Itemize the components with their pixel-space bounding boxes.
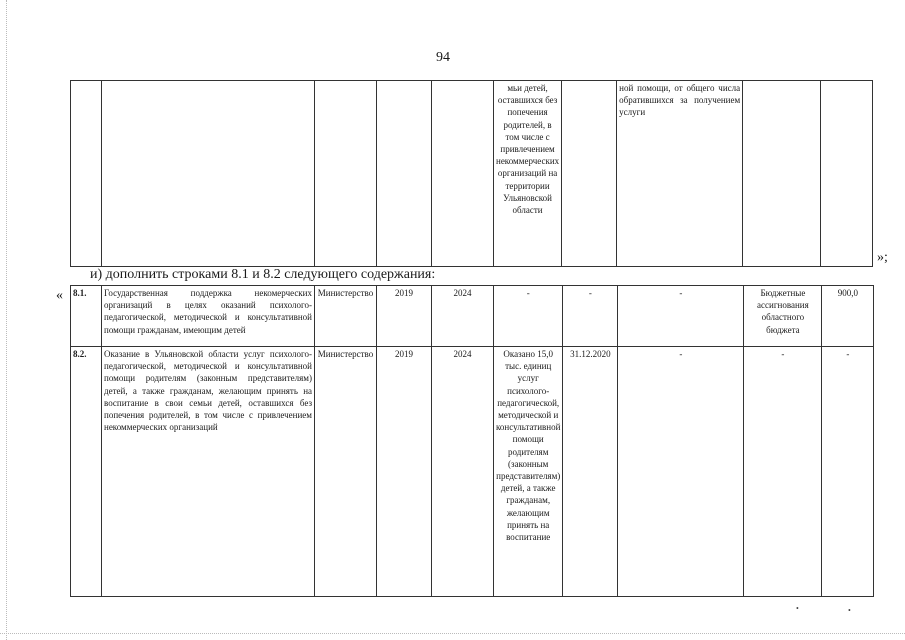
- page-number: 94: [436, 50, 450, 65]
- row-8-2-col8: -: [618, 347, 744, 597]
- row-8-2-source: -: [744, 347, 822, 597]
- row-8-2-num: 8.2.: [71, 347, 102, 597]
- continued-table: [70, 80, 873, 267]
- row-8-1-name: Государственная поддержка некомерческих организаций в целях оказаний психолого-педагогической, методической и консультативной помощи гражданам, имеющим детей: [102, 286, 315, 347]
- new-rows-table: [70, 285, 874, 597]
- scan-speck: •: [796, 604, 799, 613]
- row-8-1-source: Бюджетные ассигнования областного бюджета: [744, 286, 822, 347]
- top-cell-col8: ной помощи, от общего числа обратившихся за получением услуги: [617, 81, 743, 267]
- top-cell-amount: [821, 81, 873, 267]
- row-8-1-indicator: -: [494, 286, 563, 347]
- row-8-2-date: 31.12.2020: [563, 347, 618, 597]
- row-8-1-col8: -: [618, 286, 744, 347]
- row-8-1-end: 2024: [432, 286, 494, 347]
- closing-quote: »;: [877, 250, 888, 265]
- scan-speck: •: [848, 606, 851, 615]
- top-cell-start: [377, 81, 432, 267]
- opening-quote: «: [56, 288, 63, 303]
- row-8-2-name: Оказание в Ульяновской области услуг психолого-педагогической, методической и консультативной помощи родителям (законным представителям) детей, а также гражданам, желающим принять на воспитание в свои семьи детей, оставшихся без попечения родителей, в том числе с привлечением некоммерческих организаций: [102, 347, 315, 597]
- top-cell-name: [102, 81, 315, 267]
- row-8-1-amount: 900,0: [822, 286, 874, 347]
- top-cell-indicator: мьи детей, оставшихся без попечения родителей, в том числе с привлечением некоммерческих организаций на территории Ульяновской области: [494, 81, 562, 267]
- top-cell-date: [562, 81, 617, 267]
- row-8-1-num: 8.1.: [71, 286, 102, 347]
- scan-bottom-edge: [0, 633, 905, 635]
- row-8-2-start: 2019: [377, 347, 432, 597]
- row-8-2-executor: Министерство: [315, 347, 377, 597]
- top-cell-source: [743, 81, 821, 267]
- top-cell-end: [432, 81, 494, 267]
- row-8-1-executor: Министерство: [315, 286, 377, 347]
- row-8-2-indicator: Оказано 15,0 тыс. единиц услуг психолого-педагогической, методической и консультативной помощи родителям (законным представителям) детей, а также гражданам, желающим принять на воспитание: [494, 347, 563, 597]
- table-row-8-2: [71, 347, 874, 597]
- row-8-2-end: 2024: [432, 347, 494, 597]
- row-8-1-start: 2019: [377, 286, 432, 347]
- top-cell-num: [71, 81, 102, 267]
- intro-text: и) дополнить строками 8.1 и 8.2 следующего содержания:: [90, 267, 436, 282]
- top-cell-executor: [315, 81, 377, 267]
- row-8-1-date: -: [563, 286, 618, 347]
- table-row-8-1: [71, 286, 874, 347]
- scan-left-edge: [6, 0, 8, 640]
- row-8-2-amount: -: [822, 347, 874, 597]
